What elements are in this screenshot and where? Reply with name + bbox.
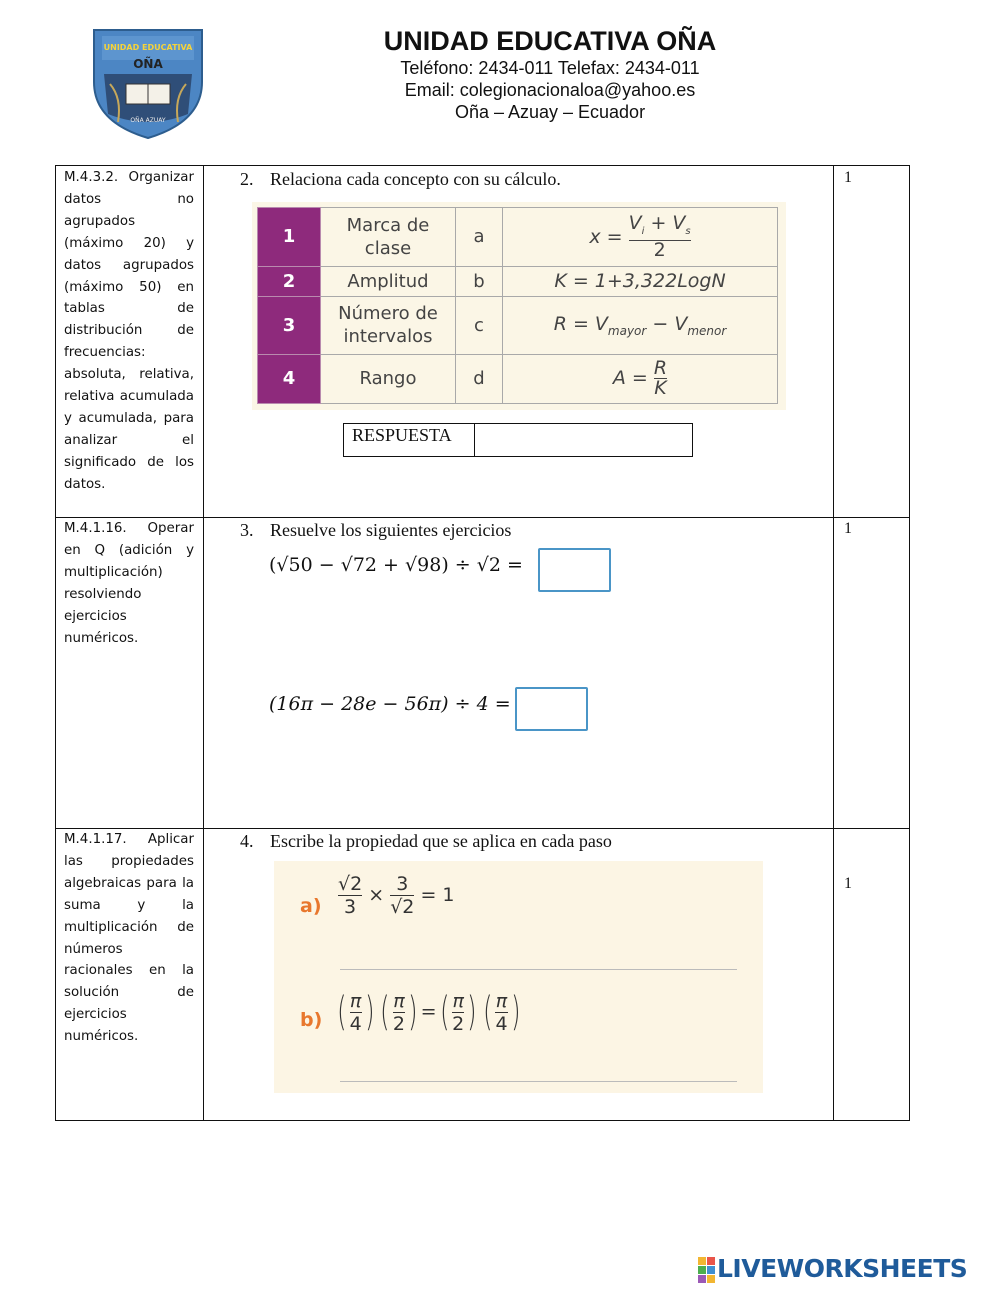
answer-box-2[interactable] bbox=[515, 687, 588, 731]
liveworksheets-logo: LIVEWORKSHEETS bbox=[698, 1254, 967, 1283]
score: 1 bbox=[844, 169, 852, 186]
school-phone: Teléfono: 2434-011 Telefax: 2434-011 bbox=[400, 58, 700, 78]
answer-line-a[interactable] bbox=[340, 969, 737, 970]
formula-class-mark: x = $\frac{V_i + V_s}{2}$ bbox=[503, 208, 778, 267]
score: 1 bbox=[844, 875, 852, 892]
exercise-1: (√50 − √72 + √98) ÷ √2 = bbox=[269, 554, 523, 576]
answer-line-b[interactable] bbox=[340, 1081, 737, 1082]
relation-table: 1 Marca de clase a x = $\frac{V_i + V_s}{2}$ 2 Amplitud b K = 1+3,322LogN 3 Número de intervalos c $R = V_{mayor} - V_{menor}$ 4 Rango d A = $\frac{R}{K}$ bbox=[252, 202, 786, 410]
worksheet-table bbox=[55, 165, 910, 1121]
competency-text: M.4.3.2. Organizar datos no agrupados (máximo 20) y datos agrupados (máximo 50) en tablas de distribución de frecuencias: absoluta, relativa, relativa acumulada y acumulada, para analizar el significado de los datos. bbox=[64, 170, 194, 492]
formula-amplitude: A = $\frac{R}{K}$ bbox=[503, 354, 778, 403]
properties-exercise: a) $\frac{√2}{3}$ × $\frac{3}{√2}$ = 1 b) ( $\frac{\pi}{4}$ ) ( $\frac{\pi}{2}$ ) =( $\frac{\pi}{2}$ ) ( $\frac{\pi}{4}$ ) bbox=[274, 861, 763, 1093]
svg-text:UNIDAD EDUCATIVA: UNIDAD EDUCATIVA bbox=[103, 43, 193, 52]
question-4: 4. Escribe la propiedad que se aplica en cada paso bbox=[240, 831, 612, 851]
answer-box-1[interactable] bbox=[538, 548, 611, 592]
answer-table: RESPUESTA bbox=[343, 423, 693, 457]
school-title: UNIDAD EDUCATIVA OÑA bbox=[383, 26, 717, 56]
competency-text: M.4.1.17. Aplicar las propiedades algebraicas para la suma y la multiplicación de números racionales en la solución de ejercicios numéricos. bbox=[64, 832, 194, 1045]
liveworksheets-icon bbox=[698, 1257, 715, 1283]
exercise-2: (16π − 28e − 56π) ÷ 4 = bbox=[269, 693, 511, 715]
svg-text:OÑA AZUAY: OÑA AZUAY bbox=[130, 117, 166, 124]
formula-range: $R = V_{mayor} - V_{menor}$ bbox=[503, 296, 778, 354]
expression-b: ( $\frac{\pi}{4}$ ) ( $\frac{\pi}{2}$ ) =( $\frac{\pi}{2}$ ) ( $\frac{\pi}{4}$ ) bbox=[337, 989, 521, 1035]
school-location: Oña – Azuay – Ecuador bbox=[454, 102, 646, 122]
competency-text: M.4.1.16. Operar en Q (adición y multiplicación) resolviendo ejercicios numéricos. bbox=[64, 521, 194, 646]
school-logo bbox=[88, 22, 208, 142]
question-2: 2. Relaciona cada concepto con su cálculo. bbox=[240, 169, 561, 189]
expression-a: $\frac{√2}{3}$ × $\frac{3}{√2}$ = 1 bbox=[338, 873, 455, 918]
svg-text:OÑA: OÑA bbox=[133, 57, 163, 71]
school-email: Email: colegionacionaloa@yahoo.es bbox=[404, 80, 696, 100]
question-3: 3. Resuelve los siguientes ejercicios bbox=[240, 520, 512, 540]
answer-input[interactable] bbox=[475, 424, 692, 456]
score: 1 bbox=[844, 520, 852, 537]
